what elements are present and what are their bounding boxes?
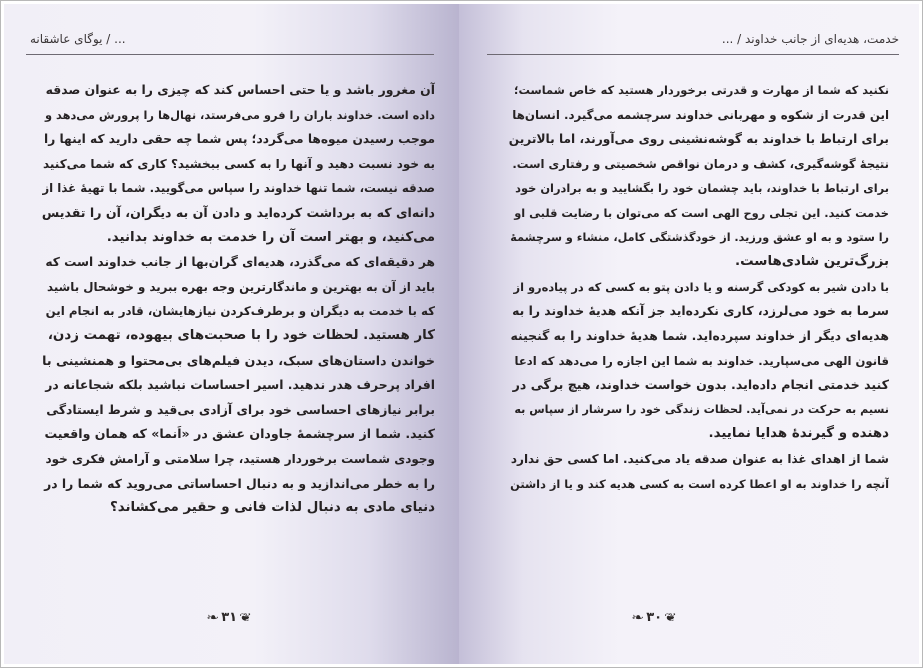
text-line: کار هستید. لحظات خود را با صحبت‌های بیهوده، تهمت زدن، (47, 327, 435, 343)
text-line: با دادن شیر به کودکی گرسنه و یا دادن پتو به کسی که در پیاده‌رو از (513, 279, 889, 294)
text-line: داده است. خداوند باران را فرو می‌فرستد، نهال‌ها را پرورش می‌دهد و (44, 107, 435, 122)
text-line: آن مغرور باشد و یا حتی احساس کند که چیزی را به عنوان صدقه (45, 82, 435, 97)
left-page-number-text: ۳۱ (221, 610, 238, 625)
text-line: که با خدمت به دیگران و برطرف‌کردن نیازهایشان، قادر به انجام این (45, 304, 435, 319)
text-line: موجب رسیدن میوه‌ها می‌گردد؛ پس شما چه حقی دارید که اینها را (44, 132, 435, 147)
right-header-rule (487, 54, 899, 55)
ornament-icon: ❧ (631, 611, 645, 624)
book-spread (4, 4, 919, 664)
text-line: وجودی شماست برخوردار هستید، چرا سلامتی و آرامش فکری خود (45, 451, 435, 466)
text-line: کنید. شما از سرچشمهٔ جاودان عشق در «اَنما» که همان واقعیت (44, 426, 435, 442)
text-line: کنید خدمتی انجام داده‌اید. بدون خواست خداوند، هیچ برگی در (512, 377, 889, 393)
text-line: بزرگ‌ترین شادی‌هاست. (735, 254, 889, 270)
left-page-number (204, 610, 254, 625)
text-line: نتیجهٔ گوشه‌گیری، کشف و درمان نواقص شخصیتی و رفتاری است. (512, 156, 889, 171)
text-line: باید از آن به بهترین و ماندگارترین وجه بهره ببرید و خوشحال باشید (47, 279, 435, 294)
text-line: هر دقیقه‌ای که می‌گذرد، هدیه‌ای گران‌بها از جانب خداوند است که (45, 255, 435, 270)
text-line: افراد پرحرف هدر ندهید. اسیر احساسات نباشید بلکه شجاعانه در (45, 377, 435, 393)
text-line: صدقه نیست، شما تنها خداوند را سپاس می‌گویید. شما با تهیهٔ غذا از (42, 181, 435, 196)
text-line: را به خطر می‌اندازید و به دنبال احساساتی می‌روید که شما را در (44, 475, 435, 491)
text-line: برای ارتباط با خداوند، باید چشمان خود را بگشایید و به برادران خود (515, 181, 889, 196)
text-line: سرما به خود می‌لرزد، کاری نکرده‌اید جز آنکه هدیهٔ خداوند را به (512, 303, 889, 319)
left-page (4, 4, 459, 664)
ornament-icon: ❦ (664, 611, 678, 624)
text-line: نکنید که شما از مهارت و قدرتی برخوردار هستید که خاص شماست؛ (513, 83, 889, 97)
right-page-number-text: ۳۰ (646, 610, 663, 625)
text-line: برای ارتباط با خداوند به گوشه‌نشینی روی می‌آورند، اما بالاترین (509, 132, 889, 147)
text-line: خدمت کنید. این تجلی روح الهی است که می‌توان با رضایت قلبی او (514, 205, 889, 220)
text-line: این قدرت از شکوه و مهربانی خداوند سرچشمه می‌گیرد. انسان‌ها (512, 107, 889, 122)
text-line: قانون الهی می‌سپارید. خداوند به شما این اجازه را می‌دهد که ادعا (514, 353, 889, 368)
right-running-head: خدمت، هدیه‌ای از جانب خداوند / ... (721, 32, 899, 46)
ornament-icon: ❧ (206, 611, 220, 624)
right-page-body (509, 78, 889, 496)
text-line: دهنده و گیرندهٔ هدایا نمایید. (708, 426, 889, 442)
right-page-number (629, 610, 679, 625)
left-header-rule (26, 54, 434, 55)
text-line: برابر نیازهای احساسی خود برای آزادی بی‌قید و شرط ایستادگی (46, 401, 435, 417)
right-page (459, 4, 919, 664)
text-line: آنچه را خداوند به او اعطا کرده است به کسی هدیه کند و یا از داشتن (510, 476, 889, 491)
ornament-icon: ❦ (239, 611, 253, 624)
text-line: را ستود و به او عشق ورزید. از خودگذشتگی کامل، منشاء و سرچشمهٔ (510, 230, 889, 244)
text-line: شما از اهدای غذا به عنوان صدقه یاد می‌کنید. اما کسی حق ندارد (510, 451, 889, 466)
left-running-head: ... / یوگای عاشقانه (30, 32, 126, 46)
text-line: هدیه‌ای دیگر از خداوند سپرده‌اید. شما هدیهٔ خداوند را به گنجینه (510, 327, 889, 343)
left-page-body (42, 78, 435, 521)
text-line: خواندن داستان‌های سبک، دیدن فیلم‌های بی‌محتوا و همنشینی با (42, 352, 435, 368)
text-line: دانه‌ای که به برداشت کرده‌اید و دادن آن به دیگران، آن را تقدیس (42, 204, 435, 220)
text-line: نسیم به حرکت در نمی‌آید. لحظات زندگی خود را سرشار از سپاس به (514, 402, 889, 416)
text-line: می‌کنید، و بهتر است آن را خدمت به خداوند بدانید. (106, 229, 435, 245)
text-line: دنیای مادی به دنبال لذات فانی و حقیر می‌کشاند؟ (110, 500, 435, 516)
text-line: به خود نسبت دهید و آنها را به کسی ببخشید؟ کاری که شما می‌کنید (42, 156, 435, 171)
